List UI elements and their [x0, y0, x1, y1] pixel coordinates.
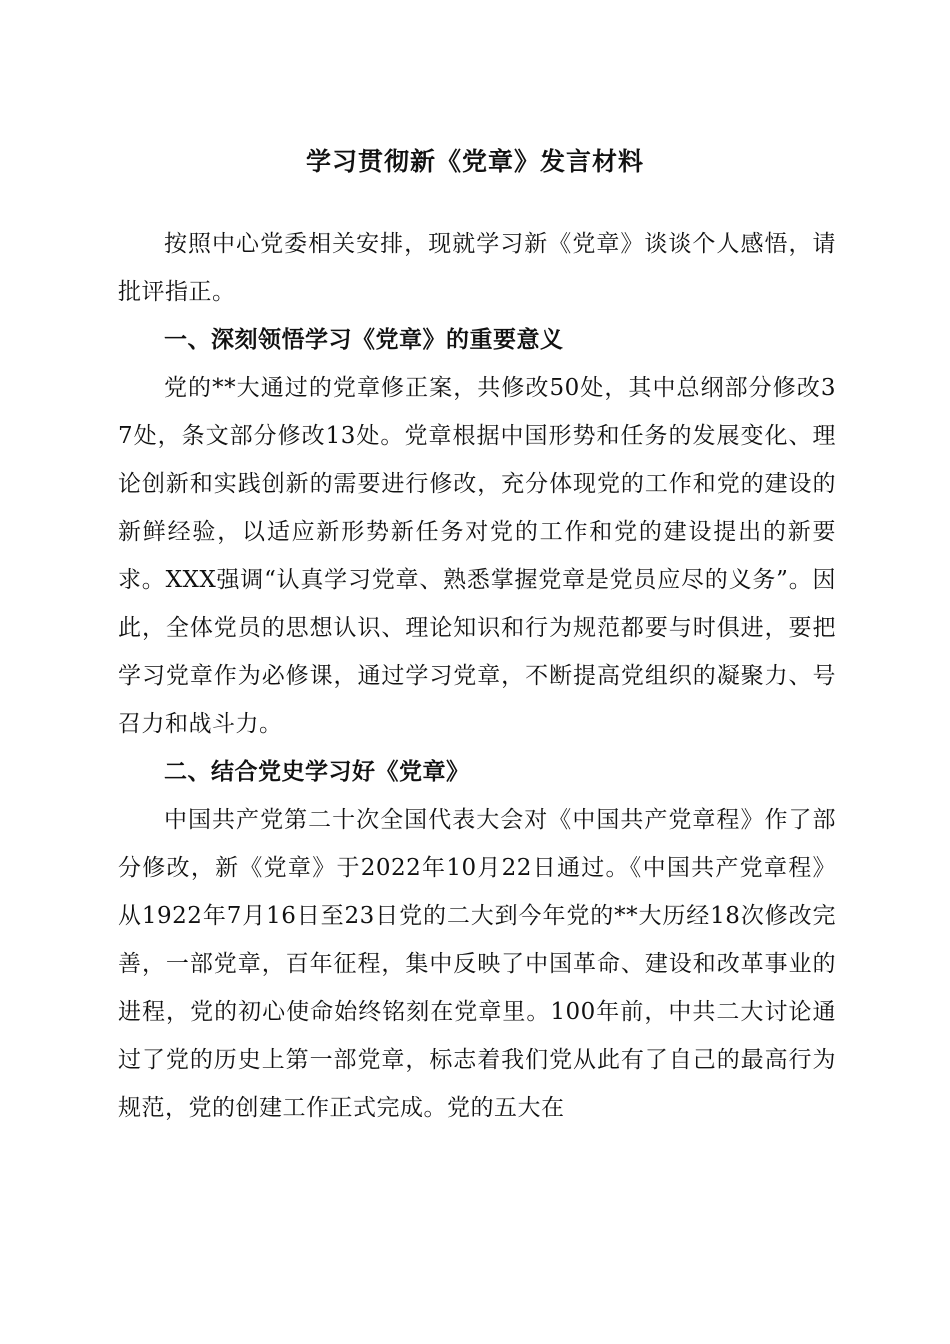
section-2-paragraph: 中国共产党第二十次全国代表大会对《中国共产党章程》作了部分修改，新《党章》于2022年10月22日通过。《中国共产党章程》从1922年7月16日至23日党的二大到今年党的**大历经18次修改完善，一部党章，百年征程，集中反映了中国革命、建设和改革事业的进程，党的初心使命始终铭刻在党章里。100年前，中共二大讨论通过了党的历史上第一部党章，标志着我们党从此有了自己的最高行为规范，党的创建工作正式完成。党的五大在 [118, 807, 836, 1121]
document-title: 学习贯彻新《党章》发言材料 [305, 147, 644, 176]
section-1-paragraph: 党的**大通过的党章修正案，共修改50处，其中总纲部分修改37处，条文部分修改13处。党章根据中国形势和任务的发展变化、理论创新和实践创新的需要进行修改，充分体现党的工作和党的建设的新鲜经验，以适应新形势新任务对党的工作和党的建设提出的新要求。XXX强调“认真学习党章、熟悉掌握党章是党员应尽的义务”。因此，全体党员的思想认识、理论知识和行为规范都要与时俱进，要把学习党章作为必修课，通过学习党章，不断提高党组织的凝聚力、号召力和战斗力。 [118, 375, 836, 737]
document-body [118, 220, 836, 1132]
section-1-heading: 一、深刻领悟学习《党章》的重要意义 [164, 326, 564, 353]
intro-paragraph: 按照中心党委相关安排，现就学习新《党章》谈谈个人感悟，请批评指正。 [118, 231, 836, 305]
section-2-heading: 二、结合党史学习好《党章》 [164, 758, 470, 785]
